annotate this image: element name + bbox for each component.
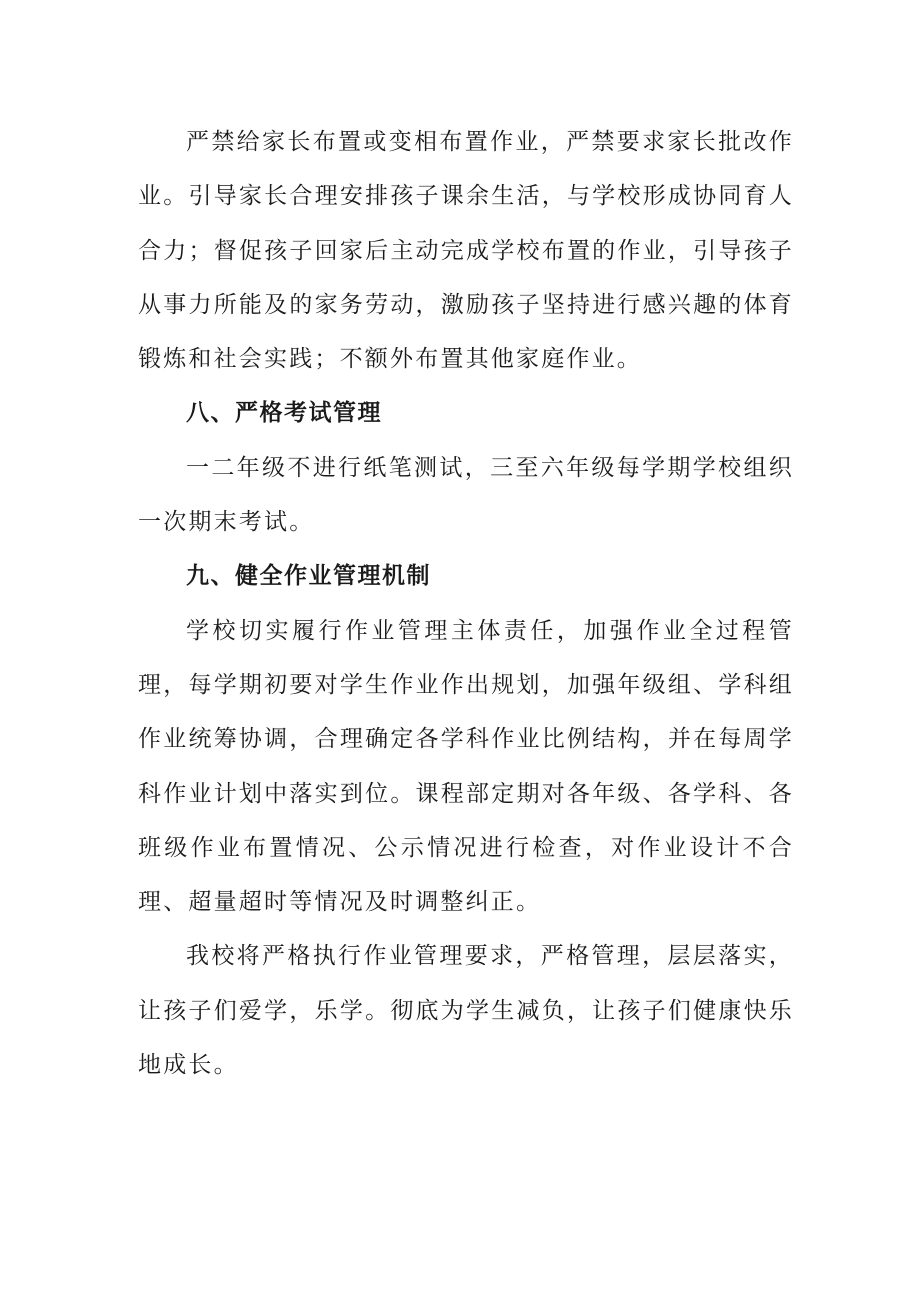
paragraph-homework-mechanism: 学校切实履行作业管理主体责任，加强作业全过程管理，每学期初要对学生作业作出规划，加强年级组、学科组作业统筹协调，合理确定各学科作业比例结构，并在每周学科作业计划中落实到位。课程部定期对各年级、各学科、各班级作业布置情况、公示情况进行检查，对作业设计不合理、超量超时等情况及时调整纠正。 [138, 617, 794, 916]
document-body [138, 115, 794, 1092]
paragraph-exam-policy: 一二年级不进行纸笔测试，三至六年级每学期学校组织一次期末考试。 [138, 454, 794, 536]
section-heading-homework-mechanism: 九、健全作业管理机制 [186, 563, 431, 590]
paragraph-conclusion: 我校将严格执行作业管理要求，严格管理，层层落实，让孩子们爱学，乐学。彻底为学生减负，让孩子们健康快乐地成长。 [138, 943, 794, 1079]
paragraph-homework-parents: 严禁给家长布置或变相布置作业，严禁要求家长批改作业。引导家长合理安排孩子课余生活，与学校形成协同育人合力；督促孩子回家后主动完成学校布置的作业，引导孩子从事力所能及的家务劳动，激励孩子坚持进行感兴趣的体育锻炼和社会实践；不额外布置其他家庭作业。 [138, 129, 794, 373]
section-heading-exam-management: 八、严格考试管理 [186, 400, 382, 427]
